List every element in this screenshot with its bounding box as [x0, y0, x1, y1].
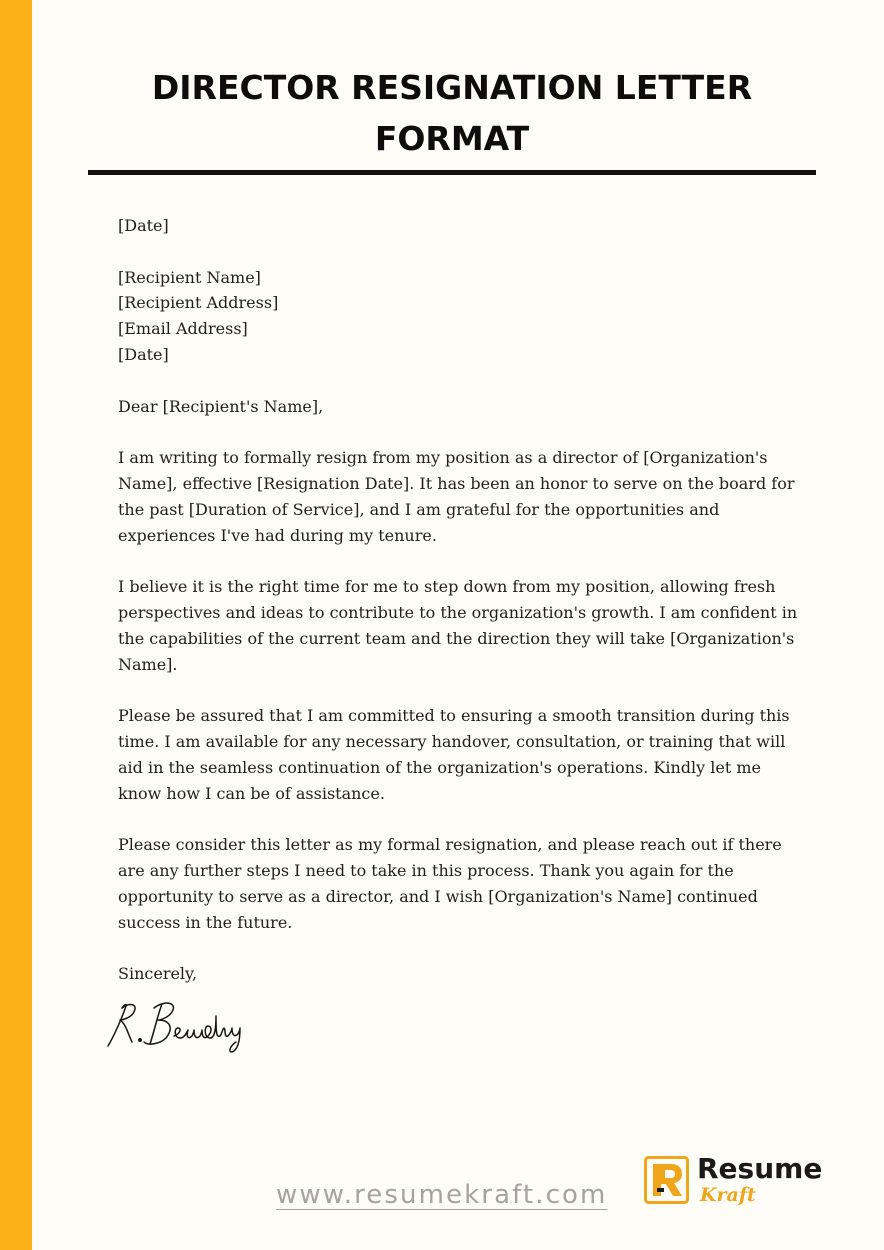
spacer — [118, 806, 798, 832]
body-paragraph: I am writing to formally resign from my position as a director of [Organization's Name], effective [Resignation Date]. It has been an honor to serve on the board for the past [Duration of Service], and I am grateful for the opportunities and experiences I've had during my tenure. — [118, 448, 795, 545]
letter-body — [118, 213, 798, 987]
recipient-email: [Email Address] — [118, 319, 248, 339]
body-paragraph: Please consider this letter as my formal resignation, and please reach out if there are any further steps I need to take in this process. Thank you again for the opportunity to serve as a director, and I wish [Organization's Name] continued success in the future. — [118, 835, 782, 932]
letter-date: [Date] — [118, 216, 169, 235]
recipient-name: [Recipient Name] — [118, 267, 261, 287]
spacer — [118, 368, 798, 394]
body-paragraph: I believe it is the right time for me to step down from my position, allowing fresh perspectives and ideas to contribute to the organization's growth. I am confident in the capabilities of the current team and the direction they will take [Organization's Name]. — [118, 577, 798, 674]
closing: Sincerely, — [118, 964, 198, 984]
page-title: DIRECTOR RESIGNATION LETTER FORMAT — [151, 68, 753, 158]
recipient-address: [Recipient Address] — [118, 293, 279, 313]
accent-side-bar — [0, 0, 32, 1250]
spacer — [118, 419, 798, 445]
website-url-link[interactable]: www.resumekraft.com — [276, 1180, 608, 1210]
resumekraft-r-logo-icon — [644, 1156, 690, 1204]
recipient-date: [Date] — [118, 344, 169, 364]
salutation: Dear [Recipient's Name], — [118, 396, 324, 416]
logo-subtitle: Kraft — [700, 1184, 756, 1206]
spacer — [118, 935, 798, 961]
spacer — [118, 548, 798, 574]
resumekraft-logo — [644, 1152, 834, 1208]
body-paragraph: Please be assured that I am committed to ensuring a smooth transition during this time. I am available for any necessary handover, consultation, or training that will aid in the seamless continuation of the organization's operations. Kindly let me know how I can be of assistance. — [118, 706, 790, 803]
spacer — [118, 239, 798, 265]
logo-wordmark: Resume — [697, 1152, 823, 1185]
handwritten-signature — [104, 996, 274, 1056]
spacer — [118, 677, 798, 703]
title-divider — [88, 170, 816, 175]
